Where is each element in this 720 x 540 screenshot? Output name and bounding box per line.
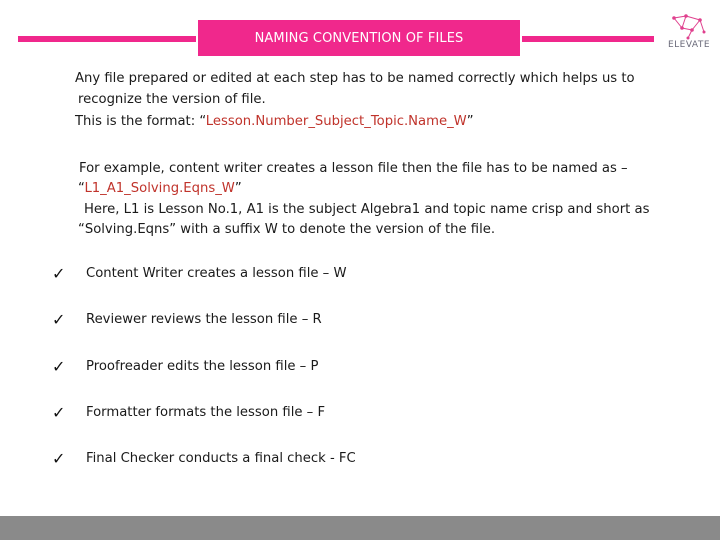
format-value: Lesson.Number_Subject_Topic.Name_W bbox=[205, 114, 467, 129]
format-suffix: ” bbox=[466, 114, 474, 129]
checklist-item-reviewer: Reviewer reviews the lesson file – R bbox=[86, 312, 322, 327]
intro-line-2: recognize the version of file. bbox=[78, 92, 266, 107]
checkmark-icon: ✓ bbox=[52, 449, 66, 468]
checkmark-icon: ✓ bbox=[52, 403, 66, 422]
example-filename: L1_A1_Solving.Eqns_W bbox=[84, 181, 235, 196]
checklist-item-proofreader: Proofreader edits the lesson file – P bbox=[86, 359, 319, 374]
page-title-text: NAMING CONVENTION OF FILES bbox=[254, 30, 464, 46]
checklist-item-content-writer: Content Writer creates a lesson file – W bbox=[86, 266, 347, 281]
elevate-logo bbox=[662, 12, 716, 60]
format-prefix: This is the format: “ bbox=[75, 114, 206, 129]
checkmark-icon: ✓ bbox=[52, 310, 66, 329]
checklist-item-formatter: Formatter formats the lesson file – F bbox=[86, 405, 326, 420]
header-rule-right bbox=[522, 36, 654, 42]
logo-text: ELEVATE bbox=[667, 40, 711, 50]
intro-line-1: Any file prepared or edited at each step has to be named correctly which helps us to bbox=[75, 71, 635, 86]
example-line-4: “Solving.Eqns” with a suffix W to denote the version of the file. bbox=[78, 222, 496, 237]
example-quote-open: “ bbox=[78, 181, 85, 196]
example-quote-close: ” bbox=[234, 181, 242, 196]
example-line-1: For example, content writer creates a lesson file then the file has to be named as – bbox=[79, 161, 628, 176]
network-logo-icon bbox=[662, 12, 716, 42]
example-line-2 bbox=[78, 179, 242, 200]
page-title bbox=[198, 20, 520, 56]
checklist-item-final-checker: Final Checker conducts a final check - FC bbox=[86, 451, 356, 466]
example-line-3: Here, L1 is Lesson No.1, A1 is the subject Algebra1 and topic name crisp and short as bbox=[84, 202, 650, 217]
format-line bbox=[75, 112, 474, 133]
footer-bar bbox=[0, 516, 720, 540]
header-rule-left bbox=[18, 36, 196, 42]
checkmark-icon: ✓ bbox=[52, 264, 66, 283]
checkmark-icon: ✓ bbox=[52, 357, 66, 376]
